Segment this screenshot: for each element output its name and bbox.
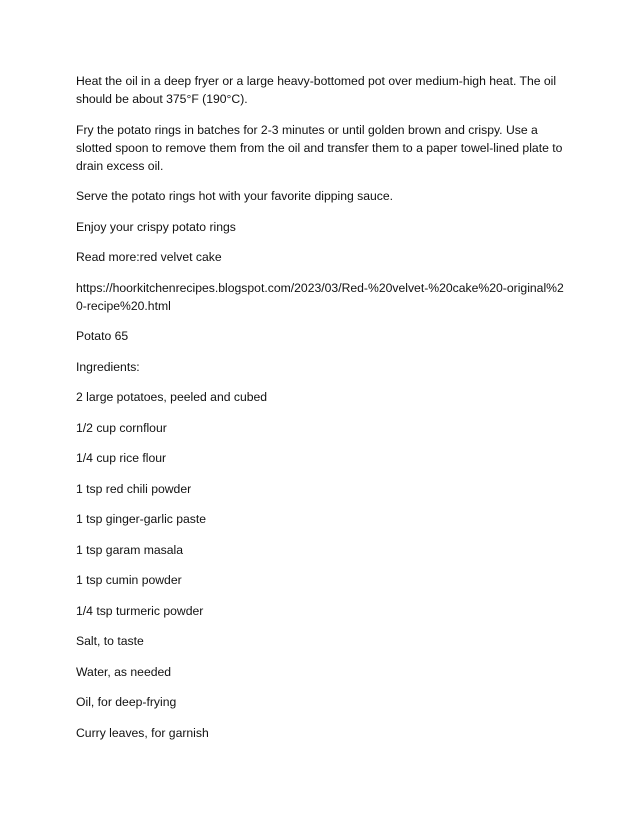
- ingredient-item: 1 tsp red chili powder: [76, 481, 192, 496]
- instruction-heat-oil: Heat the oil in a deep fryer or a large heavy-bottomed pot over medium-high heat. The oil should be about 375°F (190°C).: [76, 74, 557, 106]
- recipe-title: Potato 65: [76, 329, 129, 343]
- ingredient-item: 1 tsp garam masala: [76, 542, 184, 557]
- closing-line: Enjoy your crispy potato rings: [76, 219, 236, 234]
- ingredient-item: Water, as needed: [76, 664, 172, 679]
- ingredient-item: 1/4 tsp turmeric powder: [76, 603, 204, 618]
- ingredient-item: 1 tsp ginger-garlic paste: [76, 512, 207, 526]
- ingredient-item: 2 large potatoes, peeled and cubed: [76, 390, 268, 404]
- instruction-fry-rings: Fry the potato rings in batches for 2-3 minutes or until golden brown and crispy. Use a slotted spoon to remove them from the oil and transfer them to a paper towel-lined plate to drain excess oil.: [76, 122, 563, 173]
- ingredients-heading: Ingredients:: [76, 359, 140, 374]
- recipe-link[interactable]: https://hoorkitchenrecipes.blogspot.com/2023/03/Red-%20velvet-%20cake%20-original%20-recipe%20.html: [76, 280, 564, 313]
- ingredient-item: Salt, to taste: [76, 634, 144, 648]
- ingredient-item: 1/4 cup rice flour: [76, 451, 167, 465]
- instruction-serve: Serve the potato rings hot with your favorite dipping sauce.: [76, 189, 394, 203]
- read-more-line: Read more:red velvet cake: [76, 250, 222, 264]
- ingredient-item: 1 tsp cumin powder: [76, 573, 182, 587]
- ingredient-item: 1/2 cup cornflour: [76, 420, 167, 435]
- ingredient-item: Curry leaves, for garnish: [76, 725, 209, 740]
- ingredient-item: Oil, for deep-frying: [76, 695, 177, 709]
